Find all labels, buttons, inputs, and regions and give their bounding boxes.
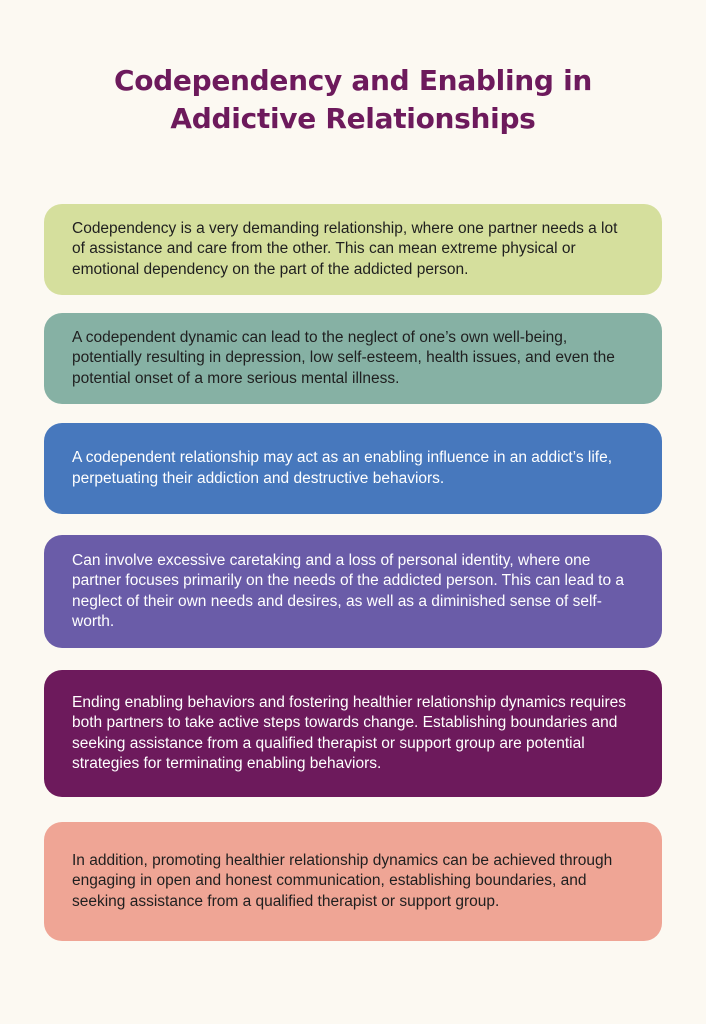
info-card-codependency [44, 204, 662, 295]
info-card-text: A codependent relationship may act as an enabling influence in an addict’s life, perpetuating their addiction and destructive behaviors. [72, 449, 612, 487]
info-card-text: A codependent dynamic can lead to the neglect of one’s own well-being, potentially resulting in depression, low self-esteem, health issues, and even the potential onset of a more serious mental illness. [72, 328, 615, 387]
info-card-text: In addition, promoting healthier relationship dynamics can be achieved through engaging in open and honest communication, establishing boundaries, and seeking assistance from a qualified therapist or support group. [72, 851, 613, 910]
info-card-text: Ending enabling behaviors and fostering healthier relationship dynamics requires both partners to take active steps towards change. Establishing boundaries and seeking assistance from a qualified therapist or support group are potential strategies for terminating enabling behaviors. [72, 693, 627, 772]
info-card-healthier-dynamics [44, 822, 662, 941]
info-card-neglect [44, 313, 662, 404]
info-card-caretaking [44, 535, 662, 648]
info-card-text: Codependency is a very demanding relationship, where one partner needs a lot of assistance and care from the other. This can mean extreme physical or emotional dependency on the part of the addicted person. [72, 219, 618, 278]
info-card-text: Can involve excessive caretaking and a loss of personal identity, where one partner focuses primarily on the needs of the addicted person. This can lead to a neglect of their own needs and desires, as well as a diminished sense of self-worth. [72, 551, 625, 630]
info-card-ending-enabling [44, 670, 662, 797]
info-card-enabling [44, 423, 662, 514]
page-title: Codependency and Enabling in Addictive Relationships [113, 64, 593, 135]
